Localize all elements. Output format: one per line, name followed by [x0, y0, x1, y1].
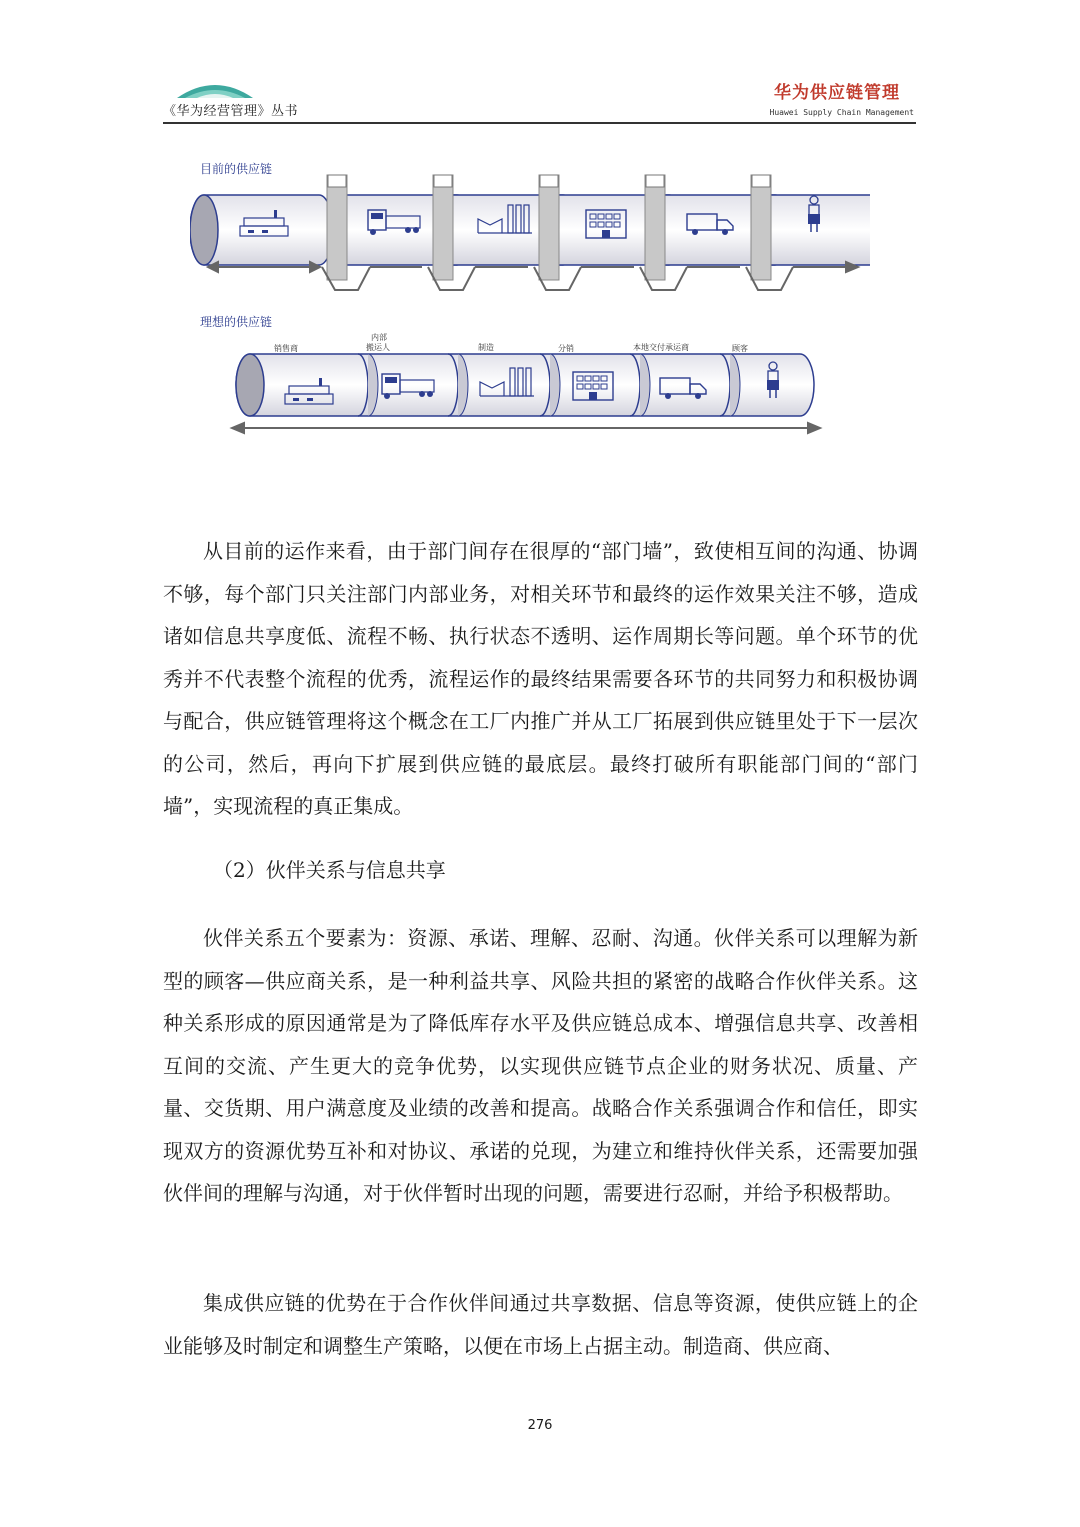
stage-label-internal-2: 搬运人	[366, 343, 390, 352]
stage-label-customer: 顾客	[732, 344, 748, 353]
series-title: 《华为经营管理》丛书	[163, 104, 299, 119]
body-content-2	[163, 917, 918, 1215]
paragraph-1: 从目前的运作来看，由于部门间存在很厚的“部门墙”，致使相互间的沟通、协调不够，每个部门只关注部门内部业务，对相关环节和最终的运作效果关注不够，造成诸如信息共享度低、流程不畅、执行状态不透明、运作周期长等问题。单个环节的优秀并不代表整个流程的优秀，流程运作的最终结果需要各环节的共同努力和积极协调与配合，供应链管理将这个概念在工厂内推广并从工厂拓展到供应链里处于下一层次的公司，然后，再向下扩展到供应链的最底层。最终打破所有职能部门间的“部门墙”，实现流程的真正集成。	[163, 539, 918, 818]
page-number: 276	[527, 1418, 553, 1433]
mountain-logo-icon	[175, 78, 255, 100]
brand-subtitle: Huawei Supply Chain Management	[769, 108, 914, 117]
stage-label-distribution: 分销	[558, 344, 574, 353]
ideal-pipe-row	[236, 354, 814, 416]
stage-label-internal-1: 内部	[371, 333, 387, 342]
stage-label-manufacturing: 制造	[478, 343, 494, 352]
stage-label-carrier: 本地交付承运商	[633, 343, 689, 352]
header-rule	[163, 122, 916, 124]
body-content-3	[163, 1282, 918, 1367]
section-subheading: （2）伙伴关系与信息共享	[213, 858, 446, 882]
brand-title: 华为供应链管理	[774, 83, 900, 103]
current-chain-title: 目前的供应链	[200, 162, 273, 176]
ideal-flow-arrow	[232, 423, 820, 433]
stage-label-dealer: 销售商	[274, 344, 298, 353]
paragraph-2: 伙伴关系五个要素为：资源、承诺、理解、忍耐、沟通。伙伴关系可以理解为新型的顾客—供应商关系，是一种利益共享、风险共担的紧密的战略合作伙伴关系。这种关系形成的原因通常是为了降低库存水平及供应链总成本、增强信息共享、改善相互间的交流、产生更大的竞争优势，以实现供应链节点企业的财务状况、质量、产量、交货期、用户满意度及业绩的改善和提高。战略合作关系强调合作和信任，即实现双方的资源优势互补和对协议、承诺的兑现，为建立和维持伙伴关系，还需要加强伙伴间的理解与沟通，对于伙伴暂时出现的问题，需要进行忍耐，并给予积极帮助。	[163, 926, 918, 1205]
paragraph-3: 集成供应链的优势在于合作伙伴间通过共享数据、信息等资源，使供应链上的企业能够及时制定和调整生产策略，以便在市场上占据主动。制造商、供应商、	[163, 1291, 918, 1358]
body-content	[163, 530, 918, 828]
page-header	[163, 74, 916, 126]
ideal-chain-title: 理想的供应链	[200, 315, 273, 329]
supply-chain-diagram	[190, 150, 870, 450]
